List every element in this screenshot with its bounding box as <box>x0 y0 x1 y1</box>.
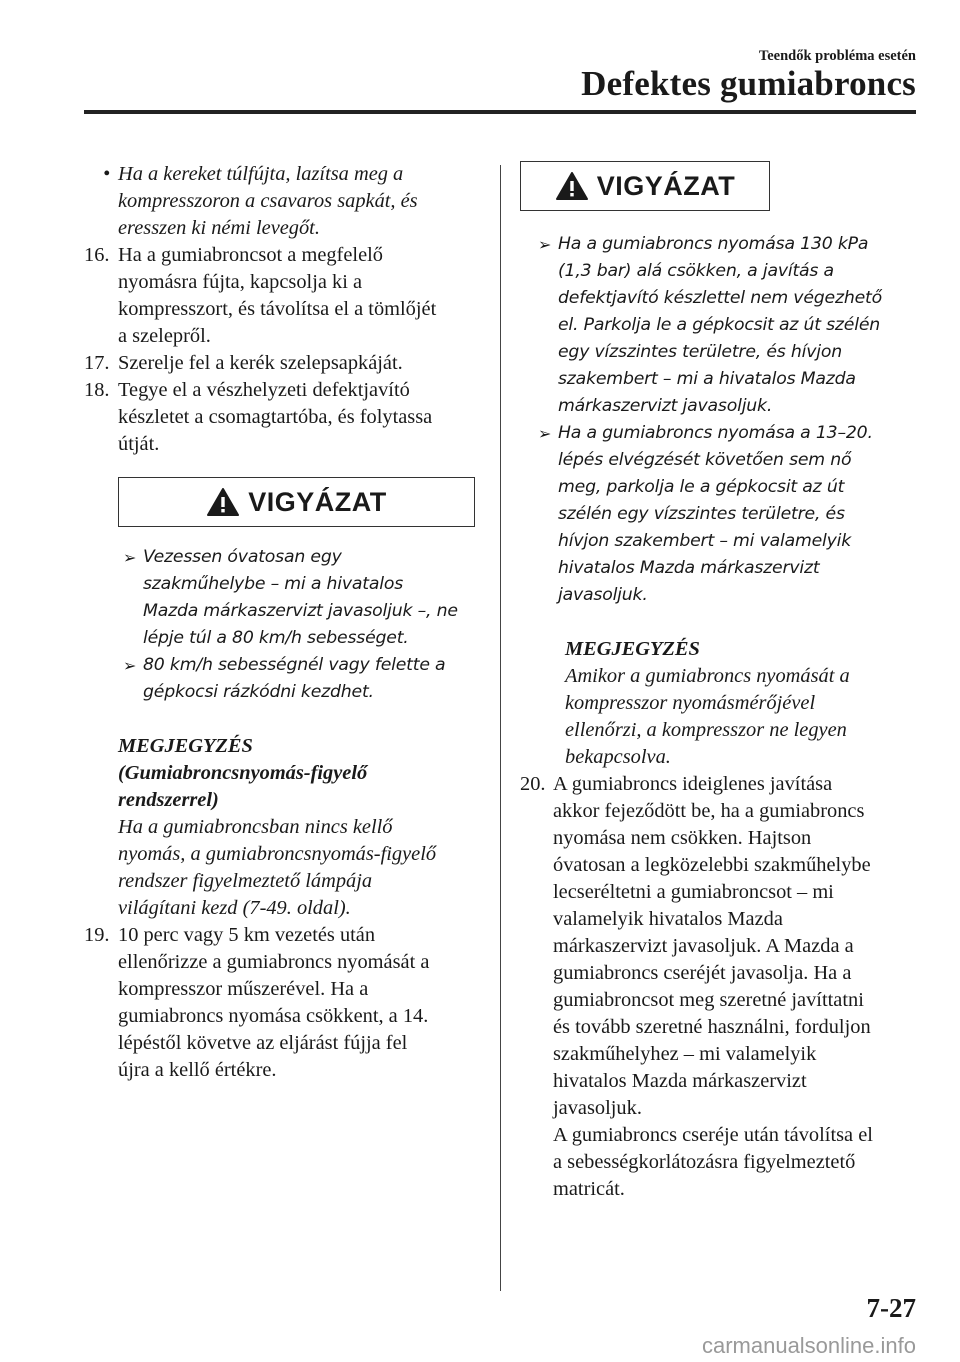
text-line: lépje túl a 80 km/h sebességet. <box>143 628 409 648</box>
warning-box <box>520 161 770 211</box>
column-divider <box>500 165 501 1291</box>
watermark-link[interactable]: carmanualsonline.info <box>701 1333 916 1358</box>
text-line: márkaszervizt javasoljuk. A Mazda a <box>553 935 854 957</box>
warning-icon <box>555 171 589 201</box>
text-line: nyomása nem csökken. Hajtson <box>553 827 812 849</box>
text-line: hivatalos Mazda márkaszervizt <box>553 1070 807 1092</box>
text-line: szakműhelybe – mi a hivatalos <box>143 574 404 594</box>
note-block <box>118 733 474 922</box>
arrow-icon: ➢ <box>123 548 137 567</box>
text-line: el. Parkolja le a gépkocsit az út szélén <box>558 315 881 335</box>
text-line: gumiabroncsot meg szeretné javíttatni <box>553 989 864 1011</box>
text-line: Ha a gumiabroncs nyomása a 13–20. <box>558 423 873 443</box>
note-heading: MEGJEGYZÉS <box>118 735 253 757</box>
text-line: ellenőrzi, a kompresszor ne legyen <box>565 719 847 741</box>
text-line: a szelepről. <box>118 325 211 347</box>
text-line: Szerelje fel a kerék szelepsapkáját. <box>118 352 403 374</box>
text-line: gumiabroncs nyomása csökkent, a 14. <box>118 1005 429 1027</box>
warning-item <box>118 544 474 652</box>
bullet-item <box>84 161 474 242</box>
section-title: Teendők probléma esetén <box>758 48 916 64</box>
arrow-icon: ➢ <box>538 424 552 443</box>
text-line: Vezessen óvatosan egy <box>143 547 342 567</box>
text-line: valamelyik hivatalos Mazda <box>553 908 783 930</box>
warning-list <box>533 231 920 609</box>
text-line: egy vízszintes területre, és hívjon <box>558 342 842 362</box>
text-line: és tovább szeretné használni, forduljon <box>553 1016 871 1038</box>
text-line: 10 perc vagy 5 km vezetés után <box>118 924 376 946</box>
text-line: hívjon szakembert – mi valamelyik <box>558 531 852 551</box>
arrow-icon: ➢ <box>538 235 552 254</box>
text-line: Ha a gumiabroncsban nincs kellő <box>118 816 393 838</box>
warning-item <box>118 652 474 706</box>
warning-item <box>533 420 920 609</box>
text-line: Ha a gumiabroncsot a megfelelő <box>118 244 383 266</box>
text-line: útját. <box>118 433 160 455</box>
step-17 <box>84 350 474 377</box>
text-line: lecseréltetni a gumiabroncsot – mi <box>553 881 834 903</box>
text-line: szakembert – mi a hivatalos Mazda <box>558 369 856 389</box>
note-subheading: rendszerrel) <box>118 789 219 811</box>
page-number: 7-27 <box>866 1293 916 1323</box>
text-line: szakműhelyhez – mi valamelyik <box>553 1043 817 1065</box>
text-line: kompresszor műszerével. Ha a <box>118 978 369 1000</box>
text-line: eresszen ki némi levegőt. <box>118 217 320 239</box>
note-block <box>565 636 920 771</box>
warning-label: VIGYÁZAT <box>248 486 387 517</box>
text-line: meg, parkolja le a gépkocsit az út <box>558 477 845 497</box>
text-line: márkaszervizt javasoljuk. <box>558 396 773 416</box>
header-rule <box>84 110 916 114</box>
text-line: bekapcsolva. <box>565 746 671 768</box>
text-line: hivatalos Mazda márkaszervizt <box>558 558 820 578</box>
step-number: 20. <box>520 773 546 795</box>
step-number: 19. <box>84 924 110 946</box>
step-number: 18. <box>84 379 110 401</box>
text-line: készletet a csomagtartóba, és folytassa <box>118 406 433 428</box>
text-line: a sebességkorlátozásra figyelmeztető <box>553 1151 856 1173</box>
text-line: Ha a kereket túlfújta, lazítsa meg a <box>118 163 404 185</box>
step-18 <box>84 377 474 458</box>
text-line: világítani kezd (7-49. oldal). <box>118 897 351 919</box>
text-line: Tegye el a vészhelyzeti defektjavító <box>118 379 410 401</box>
text-line: lépéstől követve az eljárást fújja fel <box>118 1032 408 1054</box>
text-line: gépkocsi rázkódni kezdhet. <box>143 682 374 702</box>
text-line: kompresszor nyomásmérőjével <box>565 692 816 714</box>
text-line: matricát. <box>553 1178 625 1200</box>
text-line: Mazda márkaszervizt javasoljuk –, ne <box>143 601 458 621</box>
warning-list <box>118 544 474 706</box>
text-line: ellenőrizze a gumiabroncs nyomását a <box>118 951 430 973</box>
text-line: (1,3 bar) alá csökken, a javítás a <box>558 261 834 281</box>
arrow-icon: ➢ <box>123 656 137 675</box>
step-19 <box>84 922 474 1084</box>
text-line: A gumiabroncs cseréje után távolítsa el <box>553 1124 873 1146</box>
text-line: A gumiabroncs ideiglenes javítása <box>553 773 833 795</box>
warning-label: VIGYÁZAT <box>596 170 736 201</box>
text-line: gumiabroncs cseréjét javasolja. Ha a <box>553 962 852 984</box>
step-16 <box>84 242 474 350</box>
step-number: 16. <box>84 244 110 266</box>
text-line: javasoljuk. <box>553 1097 642 1119</box>
text-line: Amikor a gumiabroncs nyomását a <box>565 665 850 687</box>
text-line: nyomás, a gumiabroncsnyomás-figyelő <box>118 843 437 865</box>
text-line: óvatosan a legközelebbi szakműhelybe <box>553 854 871 876</box>
note-heading: MEGJEGYZÉS <box>565 638 700 660</box>
text-line: kompresszoron a csavaros sapkát, és <box>118 190 418 212</box>
step-number: 17. <box>84 352 110 374</box>
text-line: defektjavító készlettel nem végezhető <box>558 288 882 308</box>
note-subheading: (Gumiabroncsnyomás-figyelő <box>118 762 368 784</box>
bullet-dot-icon: • <box>103 163 111 185</box>
text-line: lépés elvégzését követően sem nő <box>558 450 852 470</box>
warning-icon <box>206 487 240 517</box>
text-line: nyomásra fújta, kapcsolja ki a <box>118 271 363 293</box>
step-20 <box>520 771 920 1203</box>
warning-box <box>118 477 475 527</box>
text-line: kompresszort, és távolítsa el a tömlőjét <box>118 298 437 320</box>
page-title: Defektes gumiabroncs <box>581 64 916 103</box>
text-line: 80 km/h sebességnél vagy felette a <box>143 655 446 675</box>
text-line: újra a kellő értékre. <box>118 1059 277 1081</box>
text-line: szélén egy vízszintes területre, és <box>558 504 845 524</box>
text-line: rendszer figyelmeztető lámpája <box>118 870 373 892</box>
text-line: javasoljuk. <box>558 585 648 605</box>
warning-item <box>533 231 920 420</box>
left-column <box>84 161 474 1084</box>
text-line: Ha a gumiabroncs nyomása 130 kPa <box>558 234 869 254</box>
text-line: akkor fejeződött be, ha a gumiabroncs <box>553 800 865 822</box>
right-column <box>520 161 920 1203</box>
